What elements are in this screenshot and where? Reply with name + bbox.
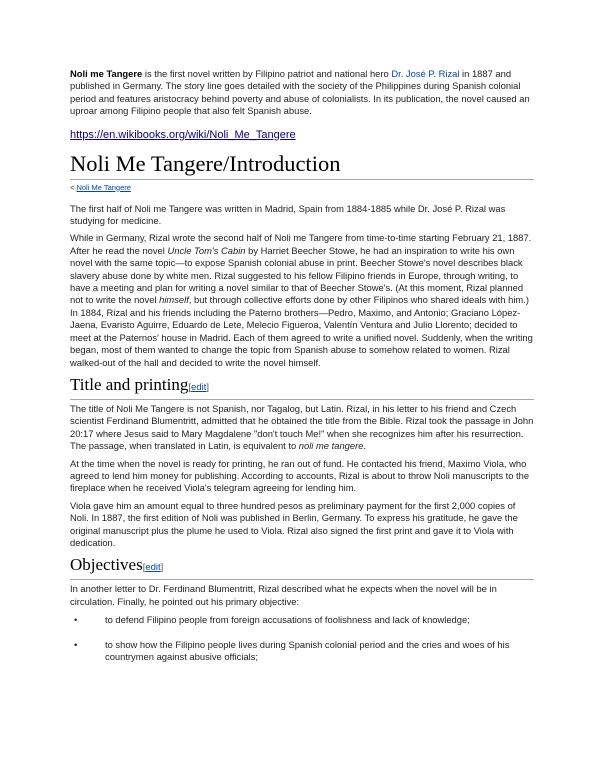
section-1-edit-link[interactable]: edit xyxy=(191,381,207,393)
section-1-edit xyxy=(188,382,209,393)
paragraph-1: The first half of Noli me Tangere was written in Madrid, Spain from 1884-1885 while Dr. José P. Rizal was studying for medicine. xyxy=(70,202,506,227)
bullet-icon: • xyxy=(74,614,78,626)
intro-paragraph xyxy=(70,68,534,118)
list-item xyxy=(70,639,534,664)
paragraph-2-text-b: by Harriet Beecher Stowe, he had an inspiration to write his own novel with the same topic—to expose Spanish colonial abuse in print. Beecher Stowe's novel describes black slavery abuse done by white men. Rizal suggested to his fellow Filipino friends in Europe, through writing, to have a meeting and plan for writing a novel similar to that of Beecher Stowe's. (At this moment, Rizal planned not to write the novel xyxy=(70,244,524,306)
document-page xyxy=(70,68,534,675)
intro-bold-title: Noli me Tangere xyxy=(70,68,143,79)
section-2-edit-link[interactable]: edit xyxy=(145,562,161,574)
breadcrumb xyxy=(70,183,534,193)
noli-me-tangere-italic: noli me tangere xyxy=(298,440,364,452)
section-1-edit-close: ] xyxy=(206,381,209,393)
section-2-heading-text: Objectives xyxy=(70,555,143,575)
source-url-link[interactable]: https://en.wikibooks.org/wiki/Noli_Me_Tangere xyxy=(70,128,296,141)
section-1-p1-text-a: The title of Noli Me Tangere is not Spanish, nor Tagalog, but Latin. Rizal, in his letter to his friend and Czech scientist Ferdinand Blumentritt, admitted that he obtained the title from the Bible. Rizal took the passage in John 20:17 where Jesus said to Mary Magdalene "don't touch Me!" when she recognizes him after his resurrection. The passage, when translated in Latin, is equivalent to xyxy=(70,402,534,452)
rizal-link[interactable]: Dr. José P. Rizal xyxy=(391,68,460,79)
intro-text-2: in 1887 and published in Germany. The story line goes detailed with the society of the Philippines during Spanish colonial period and features aristocracy behind poverty and abuse of colonialists. In its publication, the novel caused an uproar among Filipino people that also felt Spanish abuse. xyxy=(70,68,530,117)
section-2-edit-close: ] xyxy=(160,562,164,574)
breadcrumb-link[interactable]: Noli Me Tangere xyxy=(76,182,131,192)
intro-text-1: is the first novel written by Filipino patriot and national hero xyxy=(142,68,392,79)
section-heading-objectives xyxy=(70,555,534,580)
section-1-paragraph-2: At the time when the novel is ready for printing, he ran out of fund. He contacted his friend, Maximo Viola, who agreed to lend him money for publishing. According to accounts, Rizal is about to throw Noli manuscripts to the fireplace when he received Viola's telegram agreeing for lending him. xyxy=(70,457,530,494)
paragraph-2 xyxy=(70,232,534,368)
paragraph-2-text-c: , but through collective efforts done by other Filipinos who shared ideals with him.) In 1884, Rizal and his friends including the Paterno brothers—Pedro, Maximo, and Antonio; Graciano López-Jaena, Evaristo Aguirre, Eduardo de Lete, Melecio Figueroa, Valentín Ventura and Julio Llorento; decided to meet at the Paternos' house in Madrid. Each of them agreed to write a unified novel. Suddenly, when the writing began, most of them wanted to change the topic from Spanish abuse to somehow related to women. Rizal walked-out of the hall and decided to write the novel himself. xyxy=(70,294,533,368)
section-2-edit-open: [ xyxy=(142,562,146,574)
bullet-icon: • xyxy=(74,638,78,650)
section-2-paragraph-1: In another letter to Dr. Ferdinand Blumentritt, Rizal described what he expects when the novel will be in circulation. Finally, he pointed out his primary objective: xyxy=(70,583,497,607)
page-title: Noli Me Tangere/Introduction xyxy=(70,151,534,180)
section-2-edit xyxy=(143,562,164,573)
section-1-heading-text: Title and printing xyxy=(70,374,189,394)
breadcrumb-prefix: < xyxy=(70,182,77,192)
list-item-text: to show how the Filipino people lives during Spanish colonial period and the cries and woes of his countrymen against abusive officials; xyxy=(105,638,510,662)
uncle-toms-cabin-title: Uncle Tom's Cabin xyxy=(167,244,246,256)
section-1-p1-text-b: . xyxy=(363,440,367,452)
section-1-paragraph-1 xyxy=(70,403,534,453)
list-item-text: to defend Filipino people from foreign accusations of foolishness and lack of knowledge; xyxy=(105,614,470,626)
section-1-edit-open: [ xyxy=(188,381,192,393)
himself-emphasis: himself xyxy=(159,294,189,306)
section-1-paragraph-3: Viola gave him an amount equal to three hundred pesos as preliminary payment for the first 2,000 copies of Noli. In 1887, the first edition of Noli was published in Berlin, Germany. To express his gratitude, he gave the original manuscript plus the plume he used to Viola. Rizal also signed the first print and gave it to Viola with dedication. xyxy=(70,499,518,548)
objectives-list xyxy=(70,614,534,663)
section-heading-title-printing xyxy=(70,375,534,400)
list-item xyxy=(70,614,534,626)
paragraph-2-text-a: While in Germany, Rizal wrote the second half of Noli me Tangere from time-to-time starting February 21, 1887. After he read the novel xyxy=(70,232,532,256)
